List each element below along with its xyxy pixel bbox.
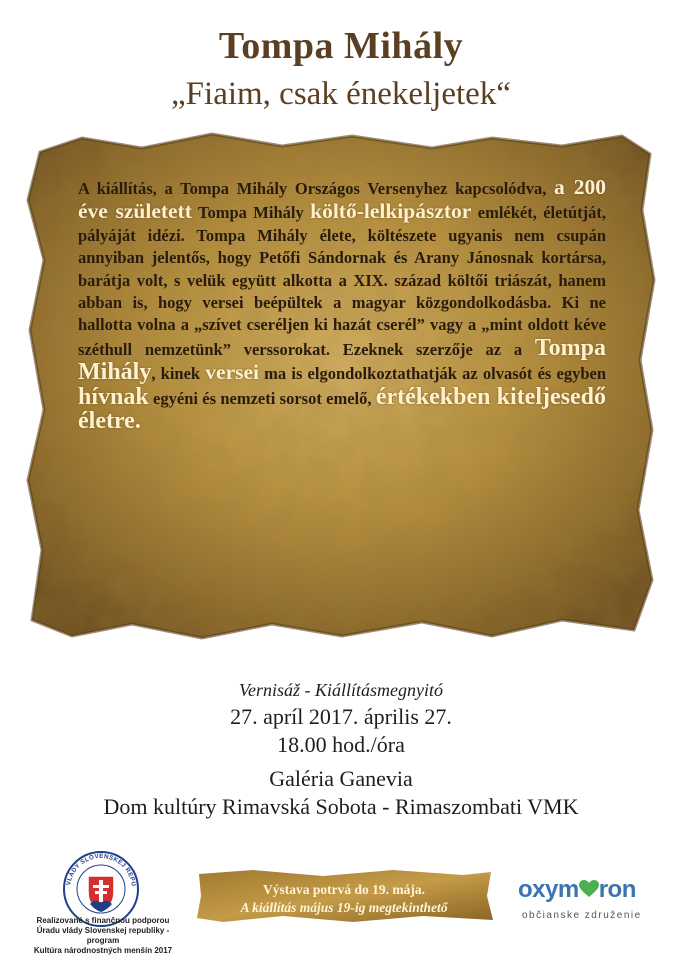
event-place: Dom kultúry Rimavská Sobota - Rimaszombati VMK [103,794,579,819]
logo-part: ron [598,876,636,903]
text-segment: , kinek [151,364,206,384]
event-label: Vernisáž - Kiállításmegnyitó [239,680,443,700]
highlight-text: költő-lelkipásztor [310,199,472,224]
sponsor-note [28,916,178,956]
oxymoron-logo [518,876,668,930]
seal-text: VLÁDY SLOVENSKEJ REPU [65,852,137,888]
logo-wordmark [518,876,636,904]
sponsor-line: Kultúra národnostných menšín 2017 [33,946,173,955]
highlight-text: a 200 éve született [78,175,607,224]
logo-subtitle: občianske združenie [522,910,642,921]
text-segment: emlékét, életútját, pályáját idézi. Tompa Mihály élete, költészete ugyanis nem csupán annyiban jelentős, hogy Petőfi Sándornak és Arany Jánosnak kortársa, barátja volt, s velük együtt alkotta a XIX. század költői triászát, hanem abban is, hogy versei beépültek a magyar közgondolkodásba. Ki ne hallotta volna a „szívet cseréljen ki hazát cserél” vagy a „mint oldott kéve széthull nemzetünk” verssorokat. Ezeknek szerzője az a [78,203,606,359]
poster-subtitle: „Fiaim, csak énekeljetek“ [171,76,511,112]
heart-icon [579,880,599,898]
banner-line-hu: A kiállítás május 19-ig megtekinthető [240,900,448,915]
highlight-text: hívnak [78,383,149,410]
poster-title: Tompa Mihály [218,25,464,67]
logo-part: oxym [518,876,579,903]
event-date: 27. apríl 2017. április 27. [230,704,452,729]
event-time: 18.00 hod./óra [277,732,405,757]
highlight-text: értékekben kiteljesedő életre. [78,383,606,435]
text-segment: ma is elgondolkoztathatják az olvasót és egyben [259,364,607,384]
exhibition-description [78,176,606,434]
sponsor-line: Úradu vlády Slovenskej republiky - program [36,926,170,945]
highlight-text: Tompa Mihály [78,334,606,386]
banner-line-sk: Výstava potrvá do 19. mája. [263,882,425,897]
text-segment: egyéni és nemzeti sorsot emelő, [148,388,376,408]
event-venue: Galéria Ganevia [269,766,413,791]
text-segment: A kiállítás, a Tompa Mihály Országos Versenyhez kapcsolódva, [78,179,555,198]
text-segment: Tompa Mihály [191,203,311,223]
exhibition-duration-banner [193,868,495,924]
highlight-text: versei [205,360,259,385]
sponsor-line: Realizované s finančnou podporou [36,916,170,925]
